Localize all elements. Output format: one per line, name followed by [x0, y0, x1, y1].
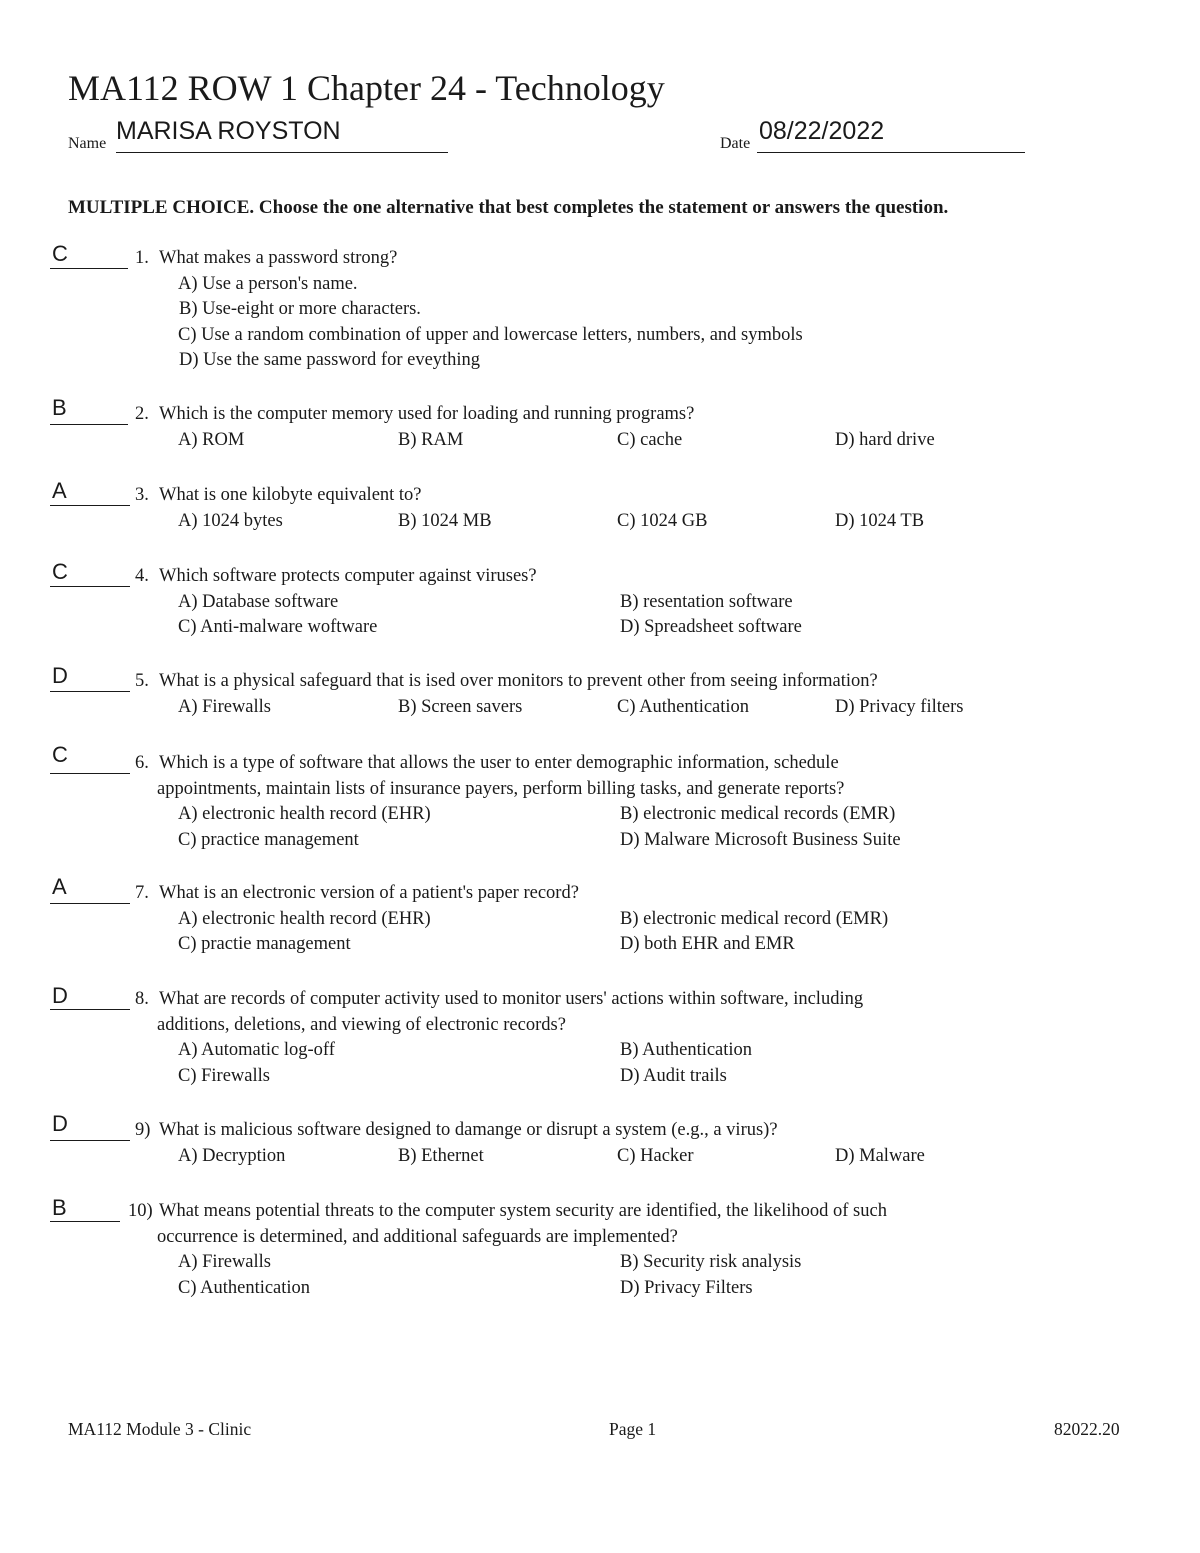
question-text-q1: What makes a password strong?	[159, 248, 398, 268]
question-text-q7: What is an electronic version of a patient's paper record?	[159, 883, 579, 903]
option-q6-c: C) practice management	[178, 829, 359, 850]
option-q2-b: B) RAM	[398, 429, 464, 450]
option-q10-c: C) Authentication	[178, 1277, 311, 1298]
option-q4-a: A) Database software	[178, 591, 339, 612]
option-q7-d: D) both EHR and EMR	[620, 934, 795, 954]
answer-line-q2	[50, 424, 128, 425]
question-number-q1: 1.	[135, 248, 149, 268]
option-q7-c: C) practie management	[178, 934, 351, 954]
question-text-q8: What are records of computer activity used to monitor users' actions within software, including	[159, 989, 864, 1009]
name-value: MARISA ROYSTON	[116, 117, 341, 145]
question-number-q8: 8.	[135, 989, 149, 1009]
option-q5-b: B) Screen savers	[398, 696, 523, 717]
answer-q5: D	[52, 663, 68, 688]
option-q8-c: C) Firewalls	[178, 1065, 270, 1086]
question-text-q6: appointments, maintain lists of insurance payers, perform billing tasks, and generate reports?	[157, 778, 845, 799]
answer-line-q7	[50, 903, 130, 904]
answer-q7: A	[52, 874, 67, 899]
name-label: Name	[68, 135, 107, 152]
page-title: MA112 ROW 1 Chapter 24 - Technology	[68, 68, 665, 108]
answer-q9: D	[52, 1111, 68, 1136]
question-number-q3: 3.	[135, 485, 149, 505]
footer-module: MA112 Module 3 - Clinic	[68, 1419, 252, 1439]
option-q3-b: B) 1024 MB	[398, 510, 492, 531]
question-number-q4: 4.	[135, 566, 149, 586]
option-q8-d: D) Audit trails	[620, 1065, 727, 1086]
footer-code: 82022.20	[1054, 1419, 1120, 1439]
question-text-q10: What means potential threats to the computer system security are identified, the likelihood of such	[159, 1201, 887, 1221]
option-q4-c: C) Anti-malware woftware	[178, 617, 378, 637]
option-q5-d: D) Privacy filters	[835, 696, 964, 717]
option-q3-c: C) 1024 GB	[617, 510, 708, 531]
option-q3-d: D) 1024 TB	[835, 510, 925, 531]
option-q7-a: A) electronic health record (EHR)	[178, 908, 431, 929]
option-q2-a: A) ROM	[178, 429, 245, 450]
option-q10-a: A) Firewalls	[178, 1252, 271, 1272]
answer-line-q3	[50, 505, 130, 506]
question-number-q10: 10)	[128, 1201, 153, 1221]
answer-q10: B	[52, 1195, 67, 1220]
answer-line-q6	[50, 773, 130, 774]
name-underline	[116, 152, 448, 153]
question-text-q8: additions, deletions, and viewing of electronic records?	[157, 1014, 566, 1035]
date-value: 08/22/2022	[759, 117, 885, 145]
option-q3-a: A) 1024 bytes	[178, 510, 283, 531]
option-q5-a: A) Firewalls	[178, 696, 271, 717]
option-q9-d: D) Malware	[835, 1145, 925, 1166]
question-text-q5: What is a physical safeguard that is ised over monitors to prevent other from seeing information?	[159, 671, 878, 691]
option-q1-d: D) Use the same password for eveything	[179, 350, 481, 370]
option-q6-d: D) Malware Microsoft Business Suite	[620, 829, 901, 850]
option-q2-c: C) cache	[617, 429, 683, 450]
date-label: Date	[720, 135, 751, 152]
footer-page: Page 1	[609, 1419, 657, 1439]
option-q9-c: C) Hacker	[617, 1145, 694, 1166]
option-q10-d: D) Privacy Filters	[620, 1277, 753, 1298]
option-q8-b: B) Authentication	[620, 1040, 753, 1060]
answer-line-q1	[50, 268, 128, 269]
question-number-q2: 2.	[135, 404, 149, 424]
option-q6-a: A) electronic health record (EHR)	[178, 804, 431, 824]
answer-line-q10	[50, 1221, 120, 1222]
option-q5-c: C) Authentication	[617, 696, 750, 717]
question-text-q3: What is one kilobyte equivalent to?	[159, 485, 422, 505]
answer-line-q9	[50, 1140, 130, 1141]
option-q1-b: B) Use-eight or more characters.	[179, 299, 421, 319]
option-q1-a: A) Use a person's name.	[178, 273, 358, 294]
question-number-q7: 7.	[135, 883, 149, 903]
question-text-q6: Which is a type of software that allows the user to enter demographic information, schedule	[159, 753, 839, 773]
question-number-q9: 9)	[135, 1120, 151, 1140]
answer-line-q5	[50, 691, 130, 692]
option-q8-a: A) Automatic log-off	[178, 1040, 335, 1060]
answer-q8: D	[52, 983, 68, 1008]
question-text-q10: occurrence is determined, and additional safeguards are implemented?	[157, 1226, 678, 1247]
question-number-q5: 5.	[135, 671, 149, 691]
question-text-q2: Which is the computer memory used for loading and running programs?	[159, 404, 695, 424]
instructions: MULTIPLE CHOICE. Choose the one alternative that best completes the statement or answers the question.	[68, 197, 949, 218]
question-text-q9: What is malicious software designed to damange or disrupt a system (e.g., a virus)?	[159, 1120, 778, 1140]
answer-q2: B	[52, 395, 67, 420]
option-q6-b: B) electronic medical records (EMR)	[620, 804, 896, 824]
question-text-q4: Which software protects computer against viruses?	[159, 566, 537, 586]
date-underline	[757, 152, 1025, 153]
option-q4-b: B) resentation software	[620, 591, 793, 612]
option-q2-d: D) hard drive	[835, 429, 935, 450]
answer-q4: C	[52, 559, 68, 584]
answer-q3: A	[52, 478, 67, 503]
option-q4-d: D) Spreadsheet software	[620, 617, 802, 637]
option-q10-b: B) Security risk analysis	[620, 1252, 802, 1272]
answer-line-q4	[50, 586, 130, 587]
option-q7-b: B) electronic medical record (EMR)	[620, 908, 889, 929]
question-number-q6: 6.	[135, 753, 149, 773]
option-q9-b: B) Ethernet	[398, 1145, 484, 1166]
option-q1-c: C) Use a random combination of upper and lowercase letters, numbers, and symbols	[178, 324, 803, 345]
answer-q1: C	[52, 241, 68, 266]
option-q9-a: A) Decryption	[178, 1145, 286, 1166]
answer-q6: C	[52, 742, 68, 767]
answer-line-q8	[50, 1009, 130, 1010]
